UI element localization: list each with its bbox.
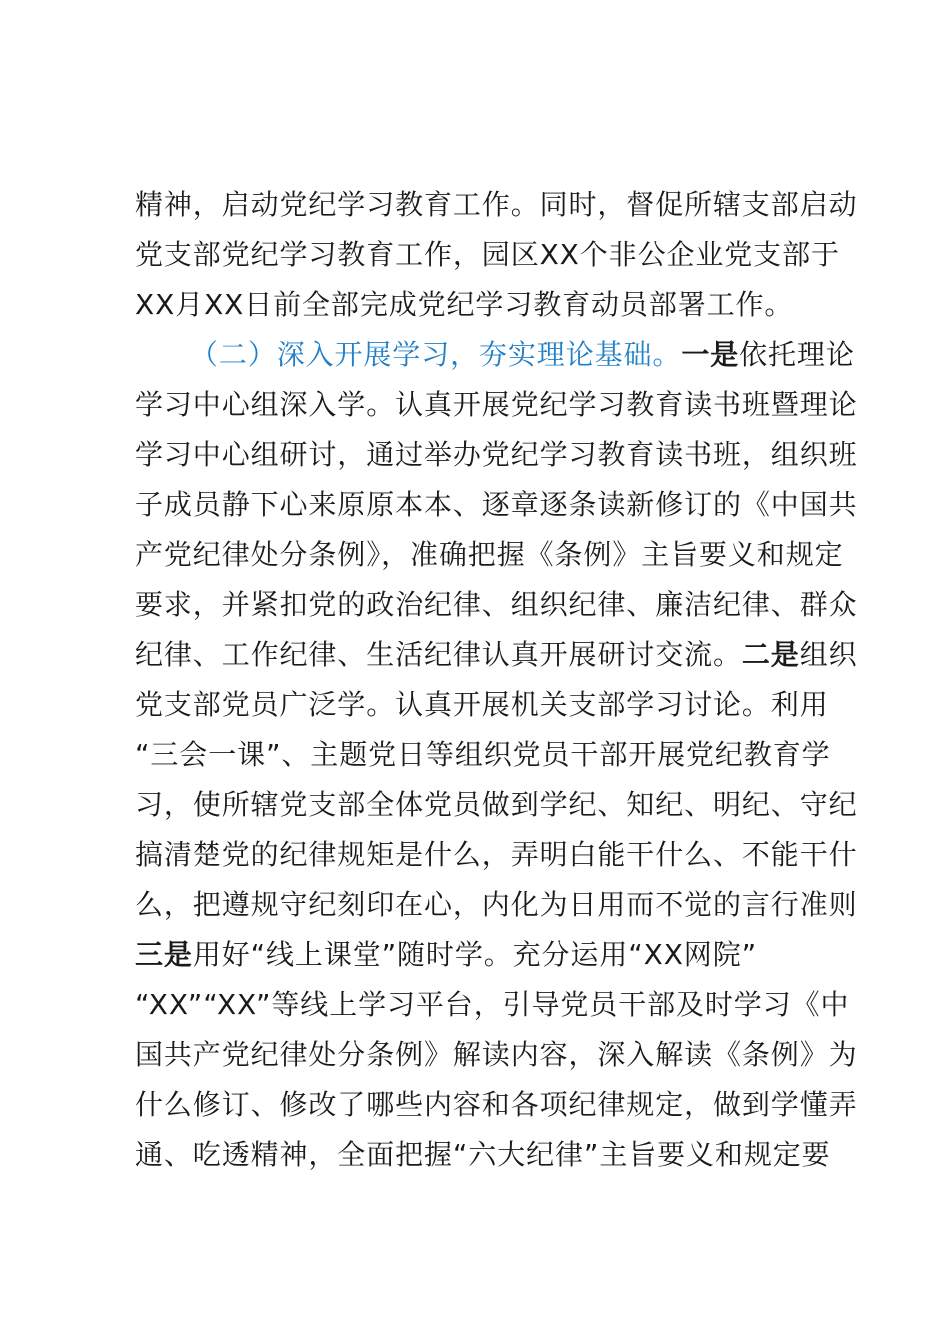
line-text: 子成员静下心来原原本本、逐章逐条读新修订的《中国共 [135,488,858,521]
paragraph-line [135,230,840,280]
paragraph-line [135,780,858,830]
line-text: “XX”“XX”等线上学习平台，引导党员干部及时学习《中 [135,988,850,1021]
line-text: XX月XX日前全部完成党纪学习教育动员部署工作。 [135,288,794,321]
paragraph-line [135,980,850,1030]
paragraph-line [135,530,844,580]
paragraph-line [135,380,858,430]
line-text: 党支部党纪学习教育工作，园区XX个非公企业党支部于 [135,238,840,271]
line-text: 用好“线上课堂”随时学。充分运用“XX网院” [192,938,758,971]
line-text: 精神，启动党纪学习教育工作。同时，督促所辖支部启动 [135,188,858,221]
paragraph-line [135,1130,835,1180]
line-text: 通、吃透精神，全面把握“六大纪律”主旨要义和规定要 [135,1138,831,1171]
line-text: 组织 [799,638,858,671]
paragraph-line [135,680,835,730]
paragraph-line [135,830,858,880]
line-text: 国共产党纪律处分条例》解读内容，深入解读《条例》为 [135,1038,858,1071]
line-text: 搞清楚党的纪律规矩是什么，弄明白能干什么、不能干什 [135,838,858,871]
paragraph-line [135,180,858,230]
paragraph-line [135,730,835,780]
paragraph-line [135,480,858,530]
line-text: 要求，并紧扣党的政治纪律、组织纪律、廉洁纪律、群众 [135,588,858,621]
line-text: 习，使所辖党支部全体党员做到学纪、知纪、明纪、守纪 [135,788,858,821]
point-marker: 二是 [741,638,800,671]
section-heading: （二）深入开展学习，夯实理论基础。 [190,338,682,371]
paragraph-line [135,1030,858,1080]
paragraph-line [135,630,858,680]
line-text: “三会一课”、主题党日等组织党员干部开展党纪教育学 [135,738,831,771]
line-text: 产党纪律处分条例》，准确把握《条例》主旨要义和规定 [135,538,844,571]
paragraph-line [135,580,858,630]
paragraph-line [135,430,858,480]
line-text: 纪律、工作纪律、生活纪律认真开展研讨交流。 [135,638,742,671]
line-text: 党支部党员广泛学。认真开展机关支部学习讨论。利用 [135,688,829,721]
point-marker: 一是 [681,338,740,371]
paragraph-line [135,930,835,980]
paragraph-line [135,880,858,930]
paragraph-line [135,280,835,330]
section-heading-line [190,330,855,380]
paragraph-line [135,1080,858,1130]
line-text: 学习中心组研讨，通过举办党纪学习教育读书班，组织班 [135,438,858,471]
point-marker: 三是 [135,938,193,971]
line-text: 依托理论 [739,338,855,371]
line-text: 么，把遵规守纪刻印在心，内化为日用而不觉的言行准则 [135,888,858,921]
line-text: 学习中心组深入学。认真开展党纪学习教育读书班暨理论 [135,388,858,421]
line-text: 什么修订、修改了哪些内容和各项纪律规定，做到学懂弄 [135,1088,858,1121]
